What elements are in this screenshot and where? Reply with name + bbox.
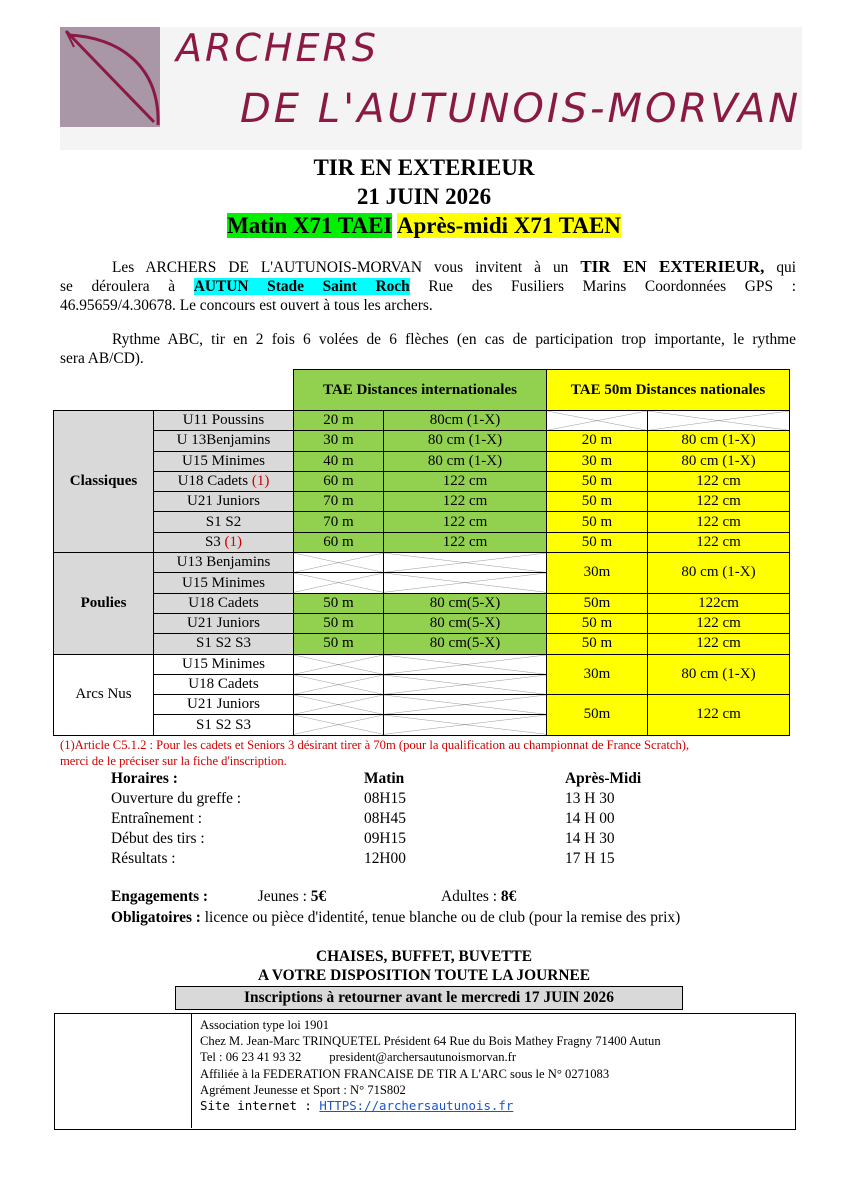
intro-text: se déroulera à bbox=[60, 278, 194, 295]
table-row bbox=[54, 613, 790, 633]
table-header-row bbox=[54, 370, 790, 411]
distance-cell: 50 m bbox=[547, 471, 648, 491]
event-sessions bbox=[0, 212, 848, 240]
category-cell: U13 Benjamins bbox=[154, 553, 294, 573]
table-row bbox=[54, 553, 790, 573]
distance-cell: 40 m bbox=[294, 451, 384, 471]
not-applicable-cell bbox=[384, 695, 547, 715]
target-cell: 122 cm bbox=[648, 492, 790, 512]
category-cell: U11 Poussins bbox=[154, 411, 294, 431]
distance-cell: 50 m bbox=[294, 634, 384, 654]
distance-cell: 50 m bbox=[294, 613, 384, 633]
header-nat: TAE 50m Distances nationales bbox=[547, 370, 790, 411]
association-contact bbox=[200, 1049, 661, 1065]
target-cell: 122 cm bbox=[648, 613, 790, 633]
footnote-ref: (1) bbox=[224, 533, 243, 550]
schedule-morning-time: 09H15 bbox=[364, 830, 406, 847]
adult-fee: 8€ bbox=[500, 888, 517, 905]
category-cell: U21 Juniors bbox=[154, 613, 294, 633]
morning-session: Matin X71 TAEI bbox=[227, 213, 393, 238]
distance-cell: 30m bbox=[547, 654, 648, 695]
association-type: Association type loi 1901 bbox=[200, 1018, 330, 1032]
category-cell: U15 Minimes bbox=[154, 654, 294, 674]
table-row bbox=[54, 532, 790, 552]
category-cell: U15 Minimes bbox=[154, 573, 294, 593]
association-address: Chez M. Jean-Marc TRINQUETEL Président 64 Rue du Bois Mathey Fragny 71400 Autun bbox=[200, 1034, 661, 1049]
category-label: S3 bbox=[204, 533, 221, 550]
not-applicable-cell bbox=[294, 573, 384, 593]
not-applicable-cell bbox=[384, 573, 547, 593]
table-row bbox=[54, 634, 790, 654]
table-row bbox=[54, 492, 790, 512]
distance-cell: 50 m bbox=[547, 492, 648, 512]
target-cell: 80 cm(5-X) bbox=[384, 634, 547, 654]
required-text: licence ou pièce d'identité, tenue blanche ou de club (pour la remise des prix) bbox=[200, 909, 681, 926]
table-row bbox=[54, 695, 790, 715]
target-cell: 80 cm (1-X) bbox=[384, 451, 547, 471]
schedule-morning-time: 12H00 bbox=[364, 850, 406, 867]
schedule-label: Entraînement : bbox=[111, 810, 203, 827]
distance-cell: 70 m bbox=[294, 492, 384, 512]
target-cell: 122 cm bbox=[384, 532, 547, 552]
distance-cell: 60 m bbox=[294, 471, 384, 491]
not-applicable-cell bbox=[547, 411, 648, 431]
target-cell: 122 cm bbox=[384, 512, 547, 532]
target-cell: 80 cm (1-X) bbox=[648, 431, 790, 451]
intro-text: Les ARCHERS DE L'AUTUNOIS-MORVAN vous invitent à un bbox=[112, 259, 581, 276]
category-cell: U21 Juniors bbox=[154, 492, 294, 512]
target-cell: 122 cm bbox=[384, 471, 547, 491]
footnote-ref: (1) bbox=[251, 473, 270, 490]
not-applicable-cell bbox=[384, 654, 547, 674]
not-applicable-cell bbox=[648, 411, 790, 431]
fees-label: Engagements : bbox=[111, 888, 209, 905]
not-applicable-cell bbox=[294, 553, 384, 573]
distance-cell: 50m bbox=[547, 593, 648, 613]
youth-fee: 5€ bbox=[310, 888, 327, 905]
footnote-line: (1)Article C5.1.2 : Pour les cadets et Seniors 3 désirant tirer à 70m (pour la qualification au championnat de France Scratch), bbox=[60, 738, 690, 752]
not-applicable-cell bbox=[384, 674, 547, 694]
association-email[interactable]: president@archersautunoismorvan.fr bbox=[329, 1050, 517, 1065]
banner-title-line2: DE L'AUTUNOIS-MORVAN bbox=[240, 86, 802, 132]
not-applicable-cell bbox=[294, 674, 384, 694]
distance-cell: 60 m bbox=[294, 532, 384, 552]
distance-cell: 50 m bbox=[547, 532, 648, 552]
distance-cell: 30 m bbox=[294, 431, 384, 451]
bow-logo bbox=[60, 27, 160, 127]
not-applicable-cell bbox=[294, 715, 384, 735]
target-cell: 122cm bbox=[648, 593, 790, 613]
category-cell bbox=[154, 532, 294, 552]
rhythm-text: sera AB/CD). bbox=[60, 350, 144, 367]
footnote bbox=[60, 737, 800, 769]
target-cell: 122 cm bbox=[648, 695, 790, 736]
table-row bbox=[54, 593, 790, 613]
schedule-header: Horaires : bbox=[111, 770, 178, 787]
distance-cell: 50 m bbox=[547, 613, 648, 633]
website-label: Site internet : bbox=[200, 1098, 320, 1114]
category-cell: U18 Cadets bbox=[154, 593, 294, 613]
distances-table bbox=[53, 369, 790, 736]
category-cell bbox=[154, 471, 294, 491]
header-intl: TAE Distances internationales bbox=[294, 370, 547, 411]
fees-section bbox=[111, 886, 680, 928]
distance-cell: 30 m bbox=[547, 451, 648, 471]
schedule-afternoon-time: 14 H 00 bbox=[565, 810, 615, 827]
intro-text: 46.95659/4.30678. Le concours est ouvert à tous les archers. bbox=[60, 297, 433, 314]
schedule-label: Début des tirs : bbox=[111, 830, 205, 847]
distance-cell: 50 m bbox=[547, 634, 648, 654]
schedule-label: Résultats : bbox=[111, 850, 176, 867]
distance-cell: 50 m bbox=[294, 593, 384, 613]
association-agrement: Agrément Jeunesse et Sport : N° 71S802 bbox=[200, 1082, 406, 1097]
not-applicable-cell bbox=[384, 553, 547, 573]
target-cell: 122 cm bbox=[648, 532, 790, 552]
category-cell: S1 S2 S3 bbox=[154, 715, 294, 735]
target-cell: 80 cm (1-X) bbox=[648, 451, 790, 471]
category-cell: U 13Benjamins bbox=[154, 431, 294, 451]
table-row bbox=[54, 512, 790, 532]
bow-arrow-icon bbox=[60, 27, 160, 127]
required-label: Obligatoires : bbox=[111, 909, 201, 926]
adult-fee-label: Adultes : bbox=[441, 888, 501, 905]
schedule-afternoon-time: 13 H 30 bbox=[565, 790, 615, 807]
category-cell: S1 S2 bbox=[154, 512, 294, 532]
category-label: U18 Cadets bbox=[177, 473, 249, 490]
schedule-col-morning: Matin bbox=[364, 770, 405, 787]
table-row bbox=[54, 654, 790, 674]
association-info bbox=[200, 1017, 661, 1114]
schedule-afternoon-time: 17 H 15 bbox=[565, 850, 615, 867]
category-cell: S1 S2 S3 bbox=[154, 634, 294, 654]
category-cell: U15 Minimes bbox=[154, 451, 294, 471]
amenities-line2: A VOTRE DISPOSITION TOUTE LA JOURNEE bbox=[258, 967, 590, 984]
table-row bbox=[54, 471, 790, 491]
target-cell: 80 cm(5-X) bbox=[384, 593, 547, 613]
distance-cell: 20 m bbox=[547, 431, 648, 451]
intro-highlight: TIR EN EXTERIEUR, bbox=[580, 257, 765, 276]
target-cell: 80 cm (1-X) bbox=[648, 553, 790, 594]
registration-deadline: Inscriptions à retourner avant le mercredi 17 JUIN 2026 bbox=[175, 986, 683, 1010]
target-cell: 80 cm (1-X) bbox=[384, 431, 547, 451]
table-row bbox=[54, 451, 790, 471]
event-title: TIR EN EXTERIEUR bbox=[313, 155, 535, 180]
banner-title-line1: ARCHERS bbox=[176, 26, 380, 70]
event-date: 21 JUIN 2026 bbox=[356, 184, 492, 209]
group-poulies: Poulies bbox=[54, 553, 154, 654]
intro-paragraph bbox=[60, 257, 796, 315]
schedule-morning-time: 08H15 bbox=[364, 790, 406, 807]
schedule-morning-time: 08H45 bbox=[364, 810, 406, 827]
distance-cell: 50m bbox=[547, 695, 648, 736]
target-cell: 122 cm bbox=[648, 512, 790, 532]
distance-cell: 50 m bbox=[547, 512, 648, 532]
youth-fee-label: Jeunes : bbox=[257, 888, 311, 905]
distance-cell: 70 m bbox=[294, 512, 384, 532]
category-cell: U18 Cadets bbox=[154, 674, 294, 694]
not-applicable-cell bbox=[384, 715, 547, 735]
association-website bbox=[200, 1098, 661, 1114]
schedule-label: Ouverture du greffe : bbox=[111, 790, 242, 807]
target-cell: 122 cm bbox=[648, 471, 790, 491]
amenities-line: CHAISES, BUFFET, BUVETTE bbox=[315, 948, 533, 965]
group-classiques: Classiques bbox=[54, 411, 154, 553]
venue-highlight: AUTUN Stade Saint Roch bbox=[193, 278, 410, 295]
distance-cell: 30m bbox=[547, 553, 648, 594]
target-cell: 80 cm(5-X) bbox=[384, 613, 547, 633]
website-link[interactable]: HTTPS://archersautunois.fr bbox=[319, 1098, 514, 1114]
schedule-col-afternoon: Après-Midi bbox=[565, 770, 642, 787]
table-row bbox=[54, 411, 790, 431]
footnote-line: merci de le préciser sur la fiche d'inscription. bbox=[60, 754, 287, 768]
intro-text: qui bbox=[764, 259, 796, 276]
association-tel: Tel : 06 23 41 93 32 bbox=[200, 1050, 302, 1065]
rhythm-text: Rythme ABC, tir en 2 fois 6 volées de 6 flèches (en cas de participation trop importante, le rythme bbox=[112, 331, 796, 348]
association-logo-area bbox=[54, 1013, 192, 1128]
distance-cell: 20 m bbox=[294, 411, 384, 431]
intro-text: Rue des Fusiliers Marins Coordonnées GPS : bbox=[409, 278, 796, 295]
category-cell: U21 Juniors bbox=[154, 695, 294, 715]
rhythm-paragraph bbox=[60, 330, 796, 368]
group-arcs-nus: Arcs Nus bbox=[54, 654, 154, 735]
target-cell: 80 cm (1-X) bbox=[648, 654, 790, 695]
target-cell: 122 cm bbox=[648, 634, 790, 654]
table-row bbox=[54, 431, 790, 451]
schedule-afternoon-time: 14 H 30 bbox=[565, 830, 615, 847]
target-cell: 80cm (1-X) bbox=[384, 411, 547, 431]
not-applicable-cell bbox=[294, 654, 384, 674]
association-affiliation: Affiliée à la FEDERATION FRANCAISE DE TIR A L'ARC sous le N° 0271083 bbox=[200, 1066, 610, 1081]
not-applicable-cell bbox=[294, 695, 384, 715]
afternoon-session: Après-midi X71 TAEN bbox=[396, 213, 621, 238]
target-cell: 122 cm bbox=[384, 492, 547, 512]
